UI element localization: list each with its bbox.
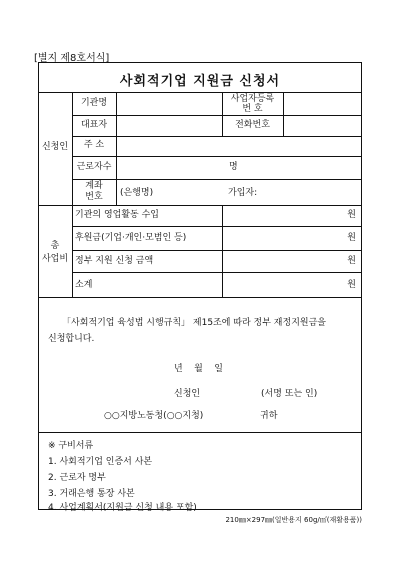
document-item: 4. 사업계획서(지원금 신청 내용 포함) [48,503,197,513]
paper-size-note: 210㎜×297㎜(일반용지 60g/㎡(재활용품)) [225,516,362,524]
applicant-signature-label: 신청인 [174,389,201,399]
account-holder-label: 가입자: [228,188,258,198]
application-date: 년 월 일 [174,364,223,374]
divider-title [38,92,362,93]
institution-name-value[interactable] [118,95,220,113]
business-reg-label-line2: 번 호 [242,104,263,114]
divider-label-col [116,92,117,205]
business-reg-label-line1: 사업자등록 [230,94,275,104]
budget-row-label: 소계 [75,280,93,290]
workers-unit: 명 [229,162,238,172]
budget-row-label: 후원금(기업·개인·모범인 등) [75,233,187,243]
divider-budget-col [222,205,223,297]
budget-row-unit: 원 [347,256,356,266]
divider-statement-end [38,432,362,433]
applicant-section-label: 신청인 [41,142,69,152]
account-label-line1: 계좌 [85,181,103,191]
form-title: 사회적기업 지원금 신청서 [119,74,281,89]
budget-row-unit: 원 [347,233,356,243]
phone-label: 전화번호 [235,120,270,130]
budget-section-label-line1: 총 [50,241,60,251]
divider-mid-col-2 [283,92,284,136]
document-item: 2. 근로자 명부 [48,473,106,483]
budget-row-label: 정부 지원 신청 금액 [75,256,154,266]
divider-budget-end [38,297,362,298]
workers-value[interactable] [118,158,226,177]
address-label: 주 소 [83,140,105,150]
workers-label: 근로자수 [76,162,112,172]
account-label-line2: 번호 [85,192,103,202]
documents-heading: ※ 구비서류 [48,441,94,451]
recipient-office: ○○지방노동청(○○지청) [104,411,204,421]
representative-value[interactable] [118,117,220,134]
representative-label: 대표자 [80,120,108,130]
signature-note: (서명 또는 인) [261,389,318,399]
divider-budget2 [72,250,362,251]
address-value[interactable] [118,138,360,154]
institution-name-label: 기관명 [80,98,108,108]
budget-section-label-line2: 사업비 [41,254,69,264]
document-item: 3. 거래은행 통장 사본 [48,489,135,499]
divider-applicant-end [38,205,362,206]
budget-row-unit: 원 [347,280,356,290]
statement-line-1: 「사회적기업 육성법 시행규칙」 제15조에 따라 정부 재정지원금을 [62,318,326,328]
divider-budget1 [72,226,362,227]
phone-value[interactable] [285,117,360,134]
statement-line-2: 신청합니다. [48,334,95,344]
divider-budget3 [72,272,362,273]
document-item: 1. 사회적기업 인증서 사본 [48,457,153,467]
budget-row-unit: 원 [347,210,356,220]
recipient-suffix: 귀하 [260,411,278,421]
budget-row-label: 기관의 영업활동 수입 [75,210,159,220]
business-reg-value[interactable] [285,95,360,113]
form-number: [별지 제8호서식] [34,53,110,64]
bank-name-label: (은행명) [120,188,154,198]
